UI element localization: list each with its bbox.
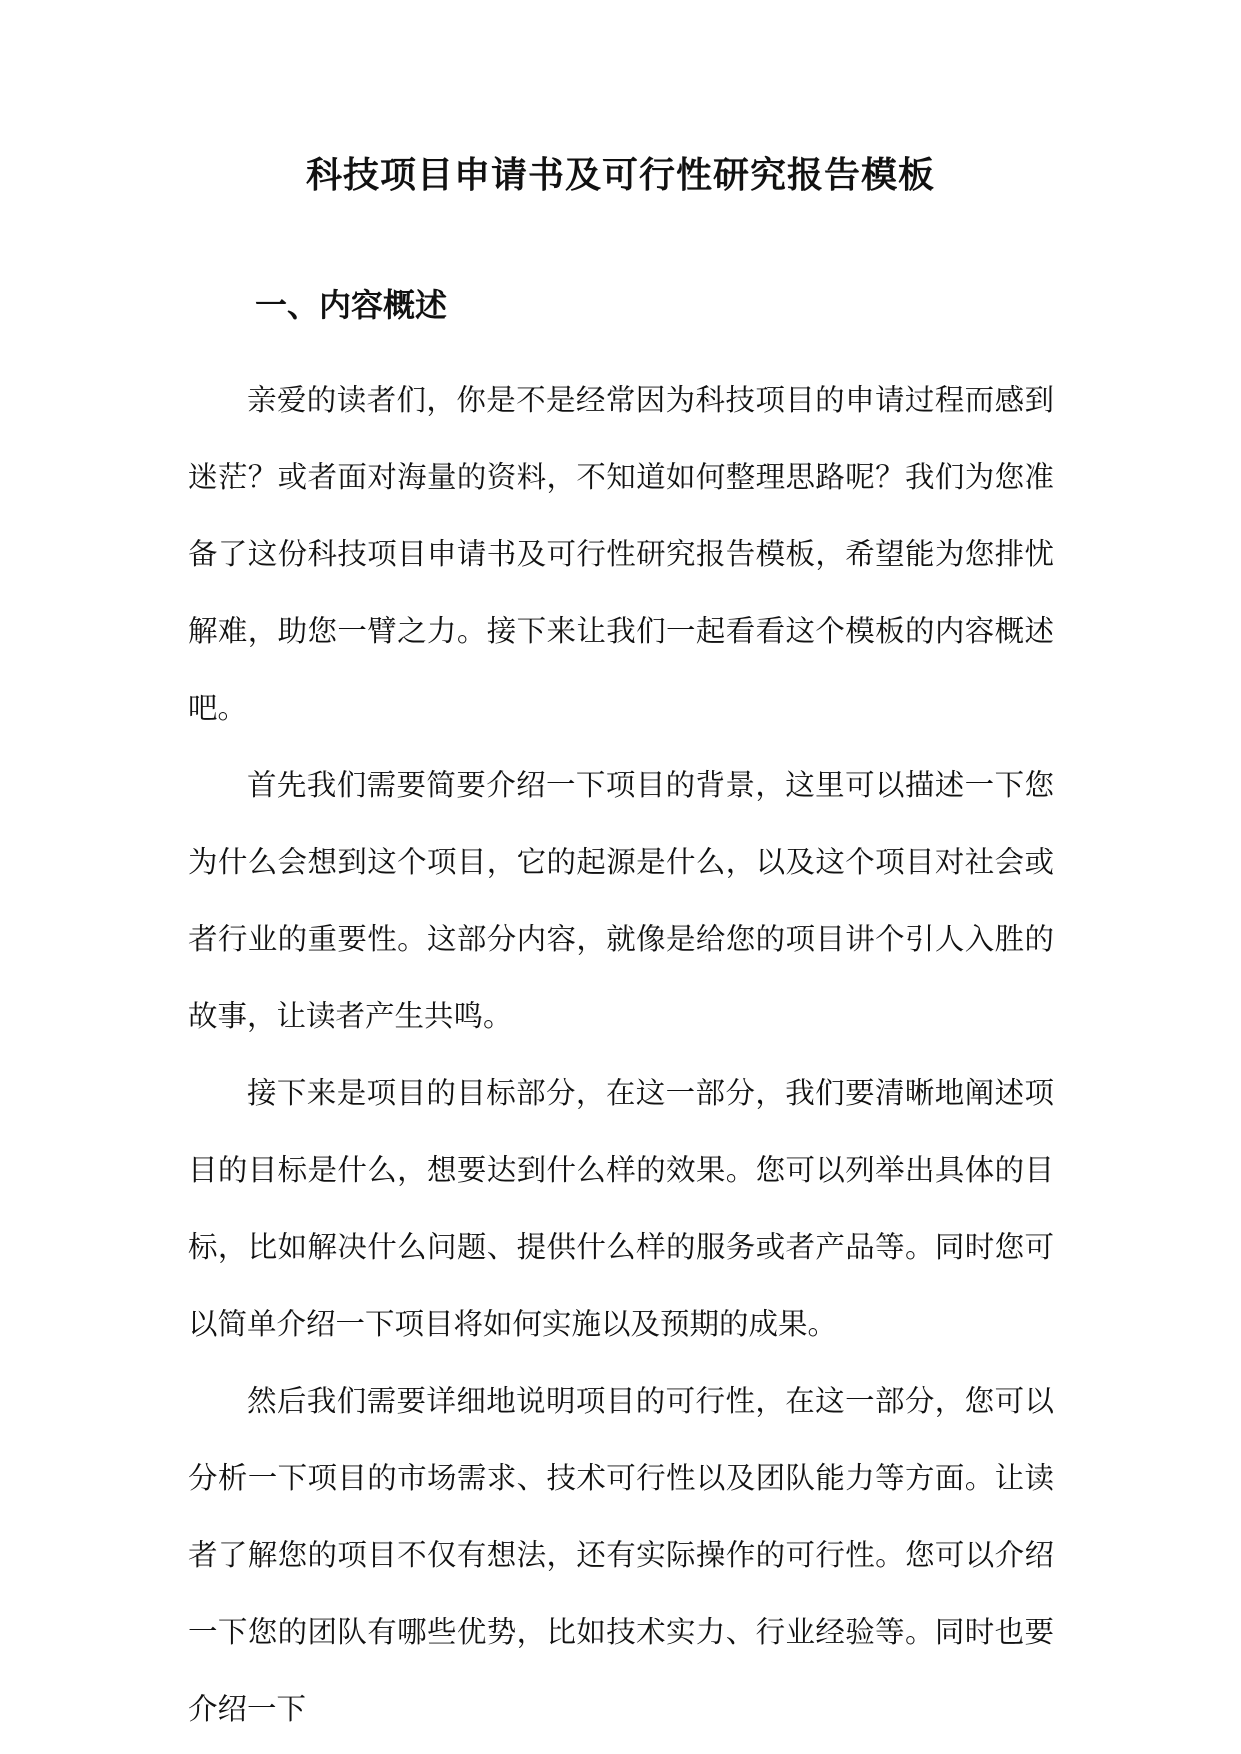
section-body	[188, 362, 1054, 1748]
section-heading-overview: 一、内容概述	[255, 286, 448, 324]
document-title: 科技项目申请书及可行性研究报告模板	[305, 154, 935, 196]
paragraph-background: 首先我们需要简要介绍一下项目的背景，这里可以描述一下您为什么会想到这个项目，它的起源是什么，以及这个项目对社会或者行业的重要性。这部分内容，就像是给您的项目讲个引人入胜的故事，让读者产生共鸣。	[188, 768, 1054, 1033]
paragraph-intro: 亲爱的读者们，你是不是经常因为科技项目的申请过程而感到迷茫？或者面对海量的资料，不知道如何整理思路呢？我们为您准备了这份科技项目申请书及可行性研究报告模板，希望能为您排忧解难，助您一臂之力。接下来让我们一起看看这个模板的内容概述吧。	[188, 383, 1054, 725]
paragraph-goals: 接下来是项目的目标部分，在这一部分，我们要清晰地阐述项目的目标是什么，想要达到什么样的效果。您可以列举出具体的目标，比如解决什么问题、提供什么样的服务或者产品等。同时您可以简单介绍一下项目将如何实施以及预期的成果。	[188, 1076, 1054, 1341]
paragraph-feasibility: 然后我们需要详细地说明项目的可行性，在这一部分，您可以分析一下项目的市场需求、技术可行性以及团队能力等方面。让读者了解您的项目不仅有想法，还有实际操作的可行性。您可以介绍一下您的团队有哪些优势，比如技术实力、行业经验等。同时也要介绍一下	[188, 1384, 1054, 1726]
